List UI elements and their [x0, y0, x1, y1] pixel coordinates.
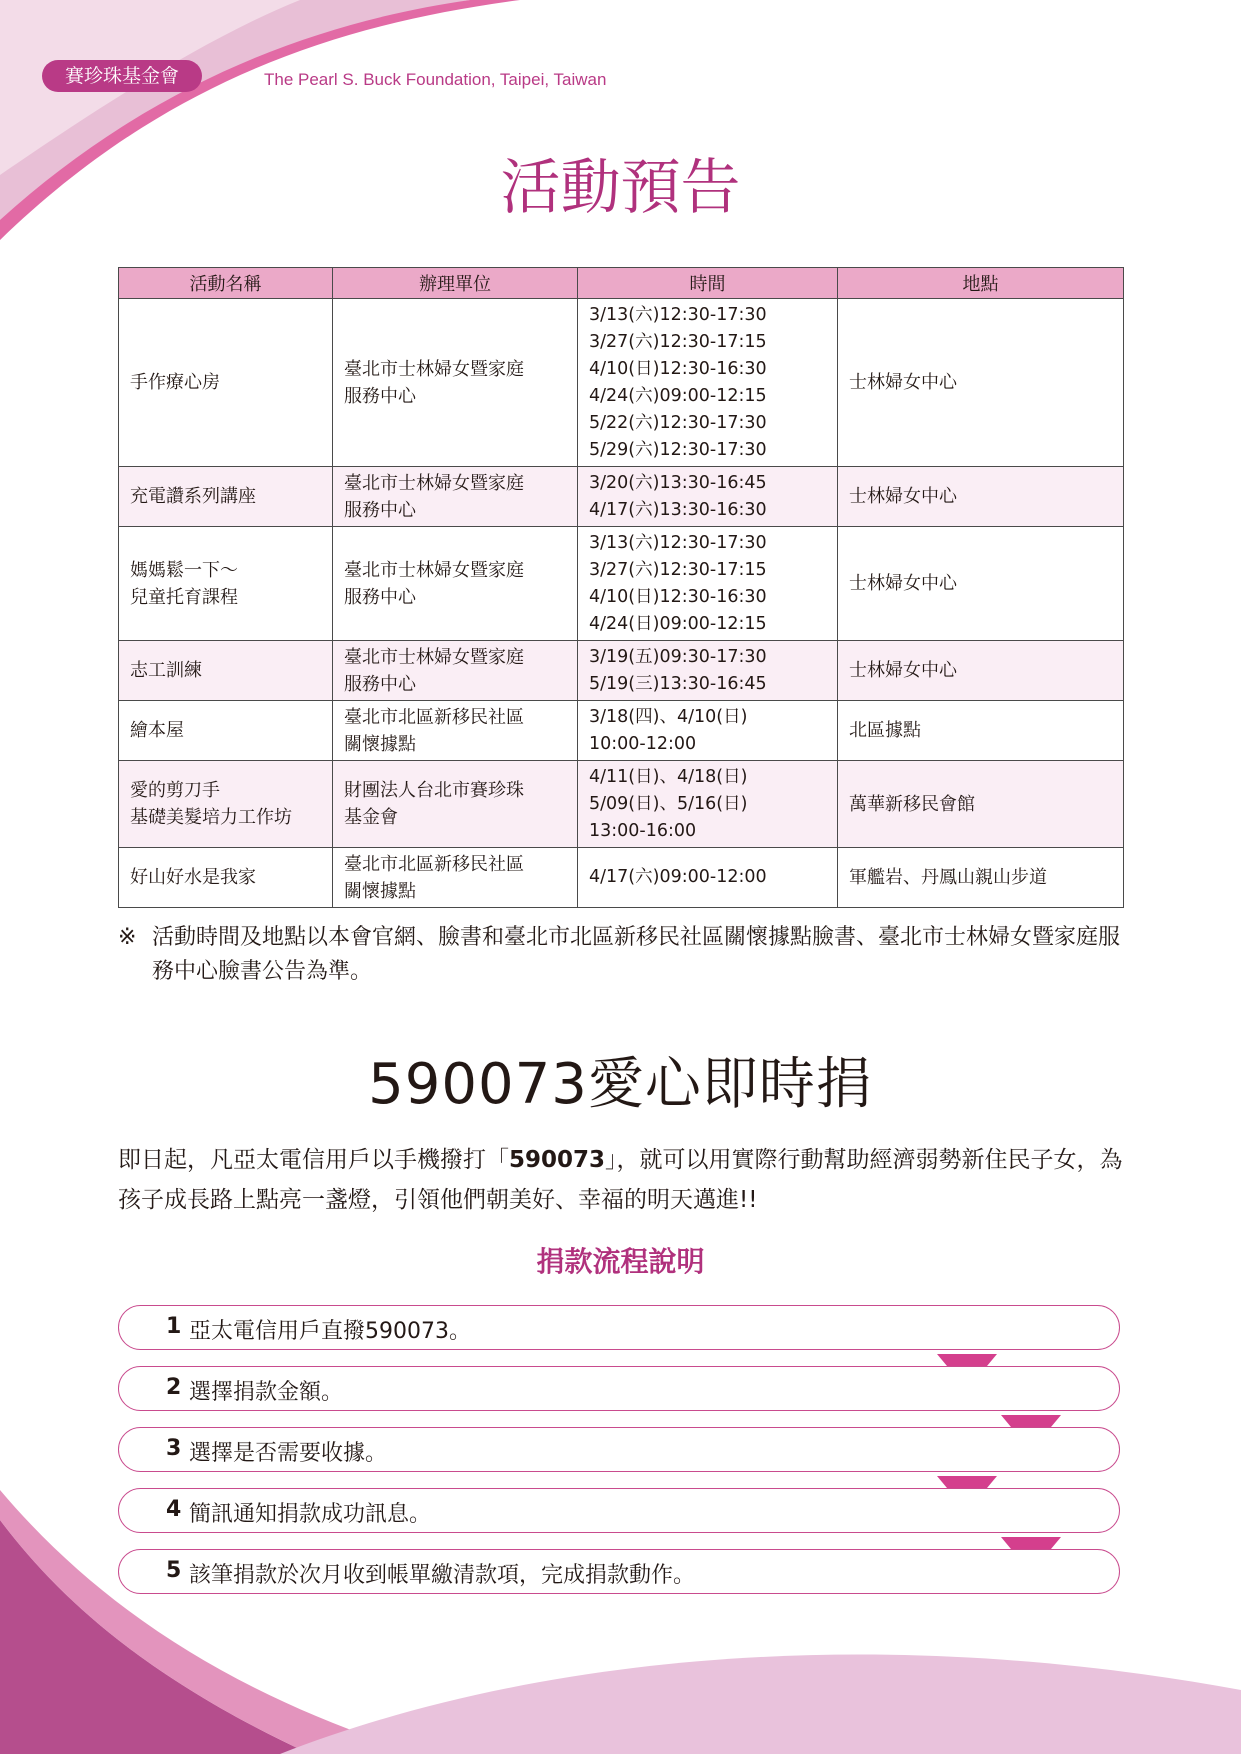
- flow-title: 捐款流程說明: [536, 1245, 705, 1278]
- event-time: 4/17(六)09:00-12:00: [578, 848, 838, 908]
- event-time: 3/18(四)、4/10(日) 10:00-12:00: [578, 701, 838, 761]
- reference-mark: ※: [118, 925, 137, 950]
- event-place: 士林婦女中心: [838, 299, 1124, 467]
- event-place: 士林婦女中心: [838, 641, 1124, 701]
- table-row: [119, 701, 1124, 761]
- step-number: 3: [166, 1436, 182, 1461]
- step-label: 簡訊通知捐款成功訊息。: [189, 1502, 432, 1527]
- org-badge: 賽珍珠基金會: [42, 60, 202, 92]
- table-row: [119, 527, 1124, 641]
- event-organizer: 臺北市北區新移民社區 關懷據點: [333, 701, 578, 761]
- event-time: 3/13(六)12:30-17:30 3/27(六)12:30-17:15 4/10(日)12:30-16:30 4/24(六)09:00-12:15 5/22(六)12:30-17:30 5/29(六)12:30-17:30: [578, 299, 838, 467]
- event-organizer: 臺北市士林婦女暨家庭 服務中心: [333, 641, 578, 701]
- event-organizer: 臺北市士林婦女暨家庭 服務中心: [333, 527, 578, 641]
- step-label: 亞太電信用戶直撥590073。: [189, 1319, 471, 1344]
- event-time: 3/19(五)09:30-17:30 5/19(三)13:30-16:45: [578, 641, 838, 701]
- intro-number: 590073: [509, 1147, 606, 1173]
- event-place: 北區據點: [838, 701, 1124, 761]
- events-table: [118, 267, 1124, 908]
- header-organizer: 辦理單位: [333, 268, 578, 299]
- intro-before: 即日起，凡亞太電信用戶以手機撥打「: [118, 1147, 509, 1173]
- event-time: 3/13(六)12:30-17:30 3/27(六)12:30-17:15 4/10(日)12:30-16:30 4/24(日)09:00-12:15: [578, 527, 838, 641]
- event-organizer: 財團法人台北市賽珍珠 基金會: [333, 761, 578, 848]
- event-name: 志工訓練: [119, 641, 333, 701]
- event-place: 士林婦女中心: [838, 527, 1124, 641]
- table-row: [119, 761, 1124, 848]
- header-name: 活動名稱: [119, 268, 333, 299]
- intro-after: 」，就可以用實際行動幫助經濟弱勢新住民子女，為孩子成長路上點亮一盞燈，引領他們朝美好、幸福的明天邁進!!: [118, 1147, 1123, 1213]
- org-english-name: The Pearl S. Buck Foundation, Taipei, Taiwan: [264, 70, 607, 89]
- flow-step: [118, 1549, 1120, 1594]
- event-organizer: 臺北市士林婦女暨家庭 服務中心: [333, 299, 578, 467]
- flow-step: [118, 1488, 1120, 1533]
- step-number: 5: [166, 1558, 182, 1583]
- table-row: [119, 467, 1124, 527]
- table-row: [119, 299, 1124, 467]
- page-title: 活動預告: [500, 153, 741, 223]
- donation-title: 590073愛心即時捐: [368, 1052, 873, 1117]
- header-time: 時間: [578, 268, 838, 299]
- table-row: [119, 641, 1124, 701]
- event-organizer: 臺北市士林婦女暨家庭 服務中心: [333, 467, 578, 527]
- note-text: 活動時間及地點以本會官網、臉書和臺北市北區新移民社區關懷據點臉書、臺北市士林婦女暨家庭服務中心臉書公告為準。: [152, 925, 1121, 984]
- event-name: 愛的剪刀手 基礎美髮培力工作坊: [119, 761, 333, 848]
- flow-step: [118, 1427, 1120, 1472]
- event-place: 軍艦岩、丹鳳山親山步道: [838, 848, 1124, 908]
- flow-step: [118, 1366, 1120, 1411]
- event-place: 士林婦女中心: [838, 467, 1124, 527]
- event-time: 4/11(日)、4/18(日) 5/09(日)、5/16(日) 13:00-16:00: [578, 761, 838, 848]
- event-name: 手作療心房: [119, 299, 333, 467]
- flow-step: [118, 1305, 1120, 1350]
- table-header-row: [119, 268, 1124, 299]
- table-row: [119, 848, 1124, 908]
- step-label: 該筆捐款於次月收到帳單繳清款項，完成捐款動作。: [189, 1563, 696, 1588]
- event-name: 好山好水是我家: [119, 848, 333, 908]
- step-number: 4: [166, 1497, 182, 1522]
- header-place: 地點: [838, 268, 1124, 299]
- step-number: 1: [166, 1314, 182, 1339]
- event-name: 媽媽鬆一下～ 兒童托育課程: [119, 527, 333, 641]
- step-label: 選擇捐款金額。: [189, 1380, 344, 1405]
- step-number: 2: [166, 1375, 182, 1400]
- donation-intro: [118, 1140, 1128, 1220]
- event-name: 繪本屋: [119, 701, 333, 761]
- event-organizer: 臺北市北區新移民社區 關懷據點: [333, 848, 578, 908]
- event-name: 充電讚系列講座: [119, 467, 333, 527]
- event-note: [118, 921, 1128, 989]
- step-label: 選擇是否需要收據。: [189, 1441, 388, 1466]
- event-place: 萬華新移民會館: [838, 761, 1124, 848]
- event-time: 3/20(六)13:30-16:45 4/17(六)13:30-16:30: [578, 467, 838, 527]
